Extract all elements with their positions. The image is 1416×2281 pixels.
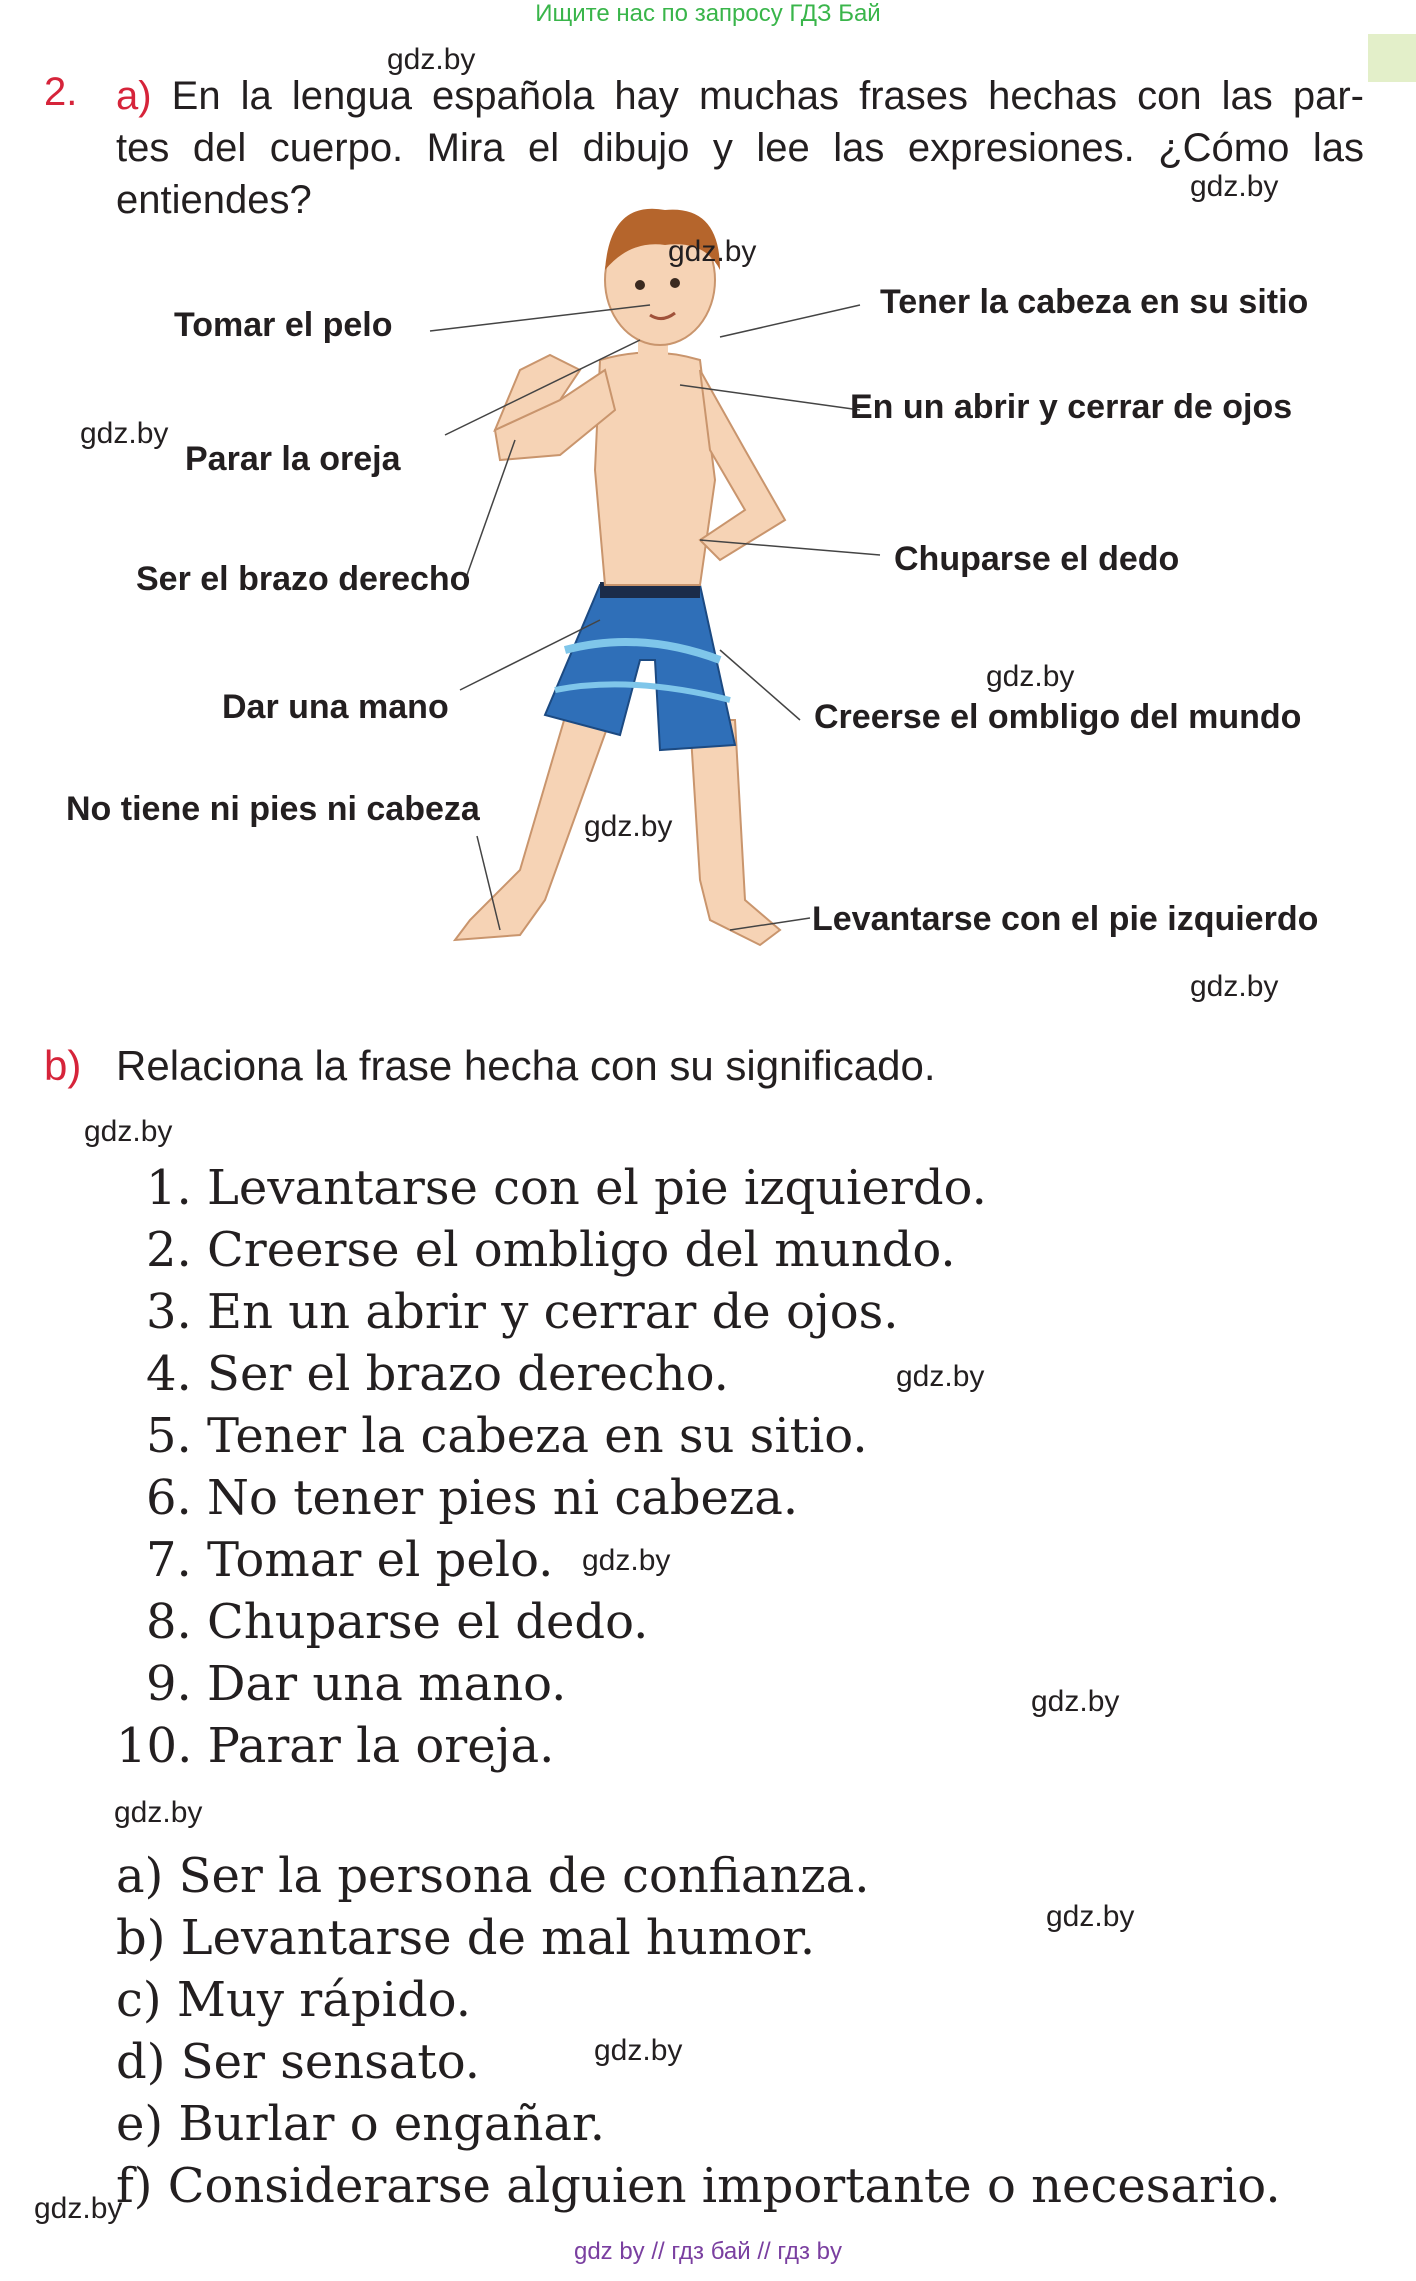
label-chuparse-el-dedo: Chuparse el dedo bbox=[894, 540, 1180, 578]
watermark: gdz.by bbox=[584, 810, 673, 843]
watermark: gdz.by bbox=[34, 2192, 123, 2225]
task-a-line-2: tes del cuerpo. Mira el dibujo y lee las expresiones. ¿Cómo las bbox=[116, 126, 1364, 170]
phrase-item: 7. Tomar el pelo. bbox=[146, 1532, 554, 1588]
watermark: gdz.by bbox=[80, 417, 169, 450]
body-parts-illustration bbox=[0, 0, 1416, 1000]
watermark: gdz.by bbox=[668, 235, 757, 268]
part-b-marker: b) bbox=[44, 1042, 82, 1089]
watermark: gdz.by bbox=[1190, 970, 1279, 1003]
meaning-item: a) Ser la persona de confianza. bbox=[116, 1848, 870, 1904]
label-pie-izquierdo: Levantarse con el pie izquierdo bbox=[812, 900, 1319, 938]
watermark: gdz.by bbox=[1046, 1900, 1135, 1933]
label-brazo-derecho: Ser el brazo derecho bbox=[136, 560, 471, 598]
task-a-line-3: entiendes? bbox=[116, 178, 312, 222]
task-number: 2. bbox=[44, 70, 78, 114]
part-b-instruction: Relaciona la frase hecha con su significado. bbox=[116, 1042, 936, 1089]
phrase-item: 9. Dar una mano. bbox=[146, 1656, 567, 1712]
task-a-line-1: a) En la lengua española hay muchas frases hechas con las par- bbox=[116, 74, 1364, 118]
label-tener-la-cabeza: Tener la cabeza en su sitio bbox=[880, 283, 1309, 321]
phrase-item: 6. No tener pies ni cabeza. bbox=[146, 1470, 799, 1526]
phrase-item: 2. Creerse el ombligo del mundo. bbox=[146, 1222, 956, 1278]
meaning-item: b) Levantarse de mal humor. bbox=[116, 1910, 816, 1966]
label-dar-una-mano: Dar una mano bbox=[222, 688, 449, 726]
phrase-item: 8. Chuparse el dedo. bbox=[146, 1594, 649, 1650]
watermark: gdz.by bbox=[582, 1544, 671, 1577]
label-tomar-el-pelo: Tomar el pelo bbox=[174, 306, 393, 344]
part-a-marker: a) bbox=[116, 74, 152, 118]
phrase-item: 3. En un abrir y cerrar de ojos. bbox=[146, 1284, 899, 1340]
watermark: gdz.by bbox=[387, 43, 476, 76]
watermark: gdz.by bbox=[1031, 1685, 1120, 1718]
phrase-item: 1. Levantarse con el pie izquierdo. bbox=[146, 1160, 987, 1216]
meaning-item: f) Considerarse alguien importante o necesario. bbox=[116, 2158, 1281, 2214]
site-search-note: Ищите нас по запросу ГДЗ Бай bbox=[535, 0, 881, 27]
meaning-item: d) Ser sensato. bbox=[116, 2034, 481, 2090]
phrase-item: 5. Tener la cabeza en su sitio. bbox=[146, 1408, 868, 1464]
watermark: gdz.by bbox=[1190, 170, 1279, 203]
label-ombligo-del-mundo: Creerse el ombligo del mundo bbox=[814, 698, 1302, 736]
phrase-item: 4. Ser el brazo derecho. bbox=[146, 1346, 729, 1402]
watermark: gdz.by bbox=[986, 660, 1075, 693]
meaning-item: c) Muy rápido. bbox=[116, 1972, 471, 2028]
watermark: gdz.by bbox=[594, 2034, 683, 2067]
meaning-item: e) Burlar o engañar. bbox=[116, 2096, 605, 2152]
label-parar-la-oreja: Parar la oreja bbox=[185, 440, 401, 478]
phrase-item: 10. Parar la oreja. bbox=[116, 1718, 555, 1774]
watermark: gdz.by bbox=[896, 1360, 985, 1393]
watermark: gdz.by bbox=[114, 1796, 203, 1829]
footer-links: gdz by // гдз бай // гдз by bbox=[573, 2238, 843, 2265]
label-abrir-y-cerrar: En un abrir y cerrar de ojos bbox=[850, 388, 1293, 426]
watermark: gdz.by bbox=[84, 1115, 173, 1148]
label-pies-ni-cabeza: No tiene ni pies ni cabeza bbox=[66, 790, 480, 828]
